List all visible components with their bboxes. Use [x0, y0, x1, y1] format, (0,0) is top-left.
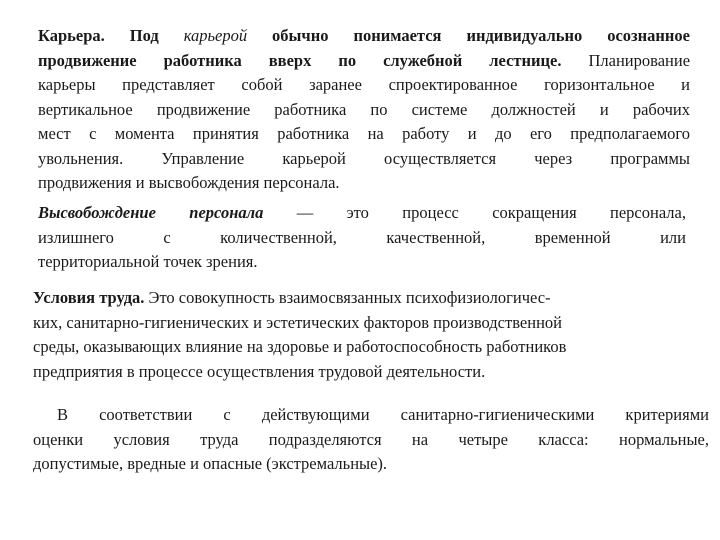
conditions-term: Условия труда. [33, 288, 145, 307]
career-line-2 [38, 49, 690, 74]
classes-line-3: допустимые, вредные и опасные (экстремальные). [33, 454, 388, 473]
release-line-1 [38, 201, 686, 226]
career-lead-italic: карьерой [183, 26, 248, 45]
career-line-5: мест с момента принятия работника на работу и до его предполагаемого [38, 124, 690, 143]
paragraph-work-conditions [33, 286, 689, 384]
career-line-1-tail: обычно понимается индивидуально осознанное [272, 26, 691, 45]
paragraph-career [38, 24, 690, 196]
classes-line-2: оценки условия труда подразделяются на четыре класса: нормальные, [33, 429, 709, 449]
conditions-line-1 [33, 286, 689, 311]
classes-line-1-text: В соответствии с действующими санитарно-гигиеническими критериями [57, 405, 709, 424]
career-term: Карьера. [38, 26, 105, 45]
conditions-line-3: среды, оказывающих влияние на здоровье и работоспособность работников [33, 337, 567, 356]
career-line-3: карьеры представляет собой заранее спроектированное горизонтальное и [38, 75, 690, 94]
release-line-2: излишнего с количественной, качественной, временной или [38, 227, 686, 247]
conditions-line-1-tail: Это совокупность взаимосвязанных психофизиологичес- [148, 288, 551, 307]
release-term: Высвобождение персонала [38, 203, 264, 222]
career-line-7: продвижения и высвобождения персонала. [38, 173, 340, 192]
career-line-2-bold: продвижение работника вверх по служебной лестнице. [38, 50, 562, 70]
career-line-2-tail: Планирование [588, 50, 691, 70]
paragraph-classes [33, 403, 709, 477]
conditions-line-2: ких, санитарно-гигиенических и эстетических факторов производственной [33, 312, 562, 332]
career-line-6: увольнения. Управление карьерой осуществляется через программы [38, 148, 690, 168]
release-line-1-tail: — это процесс сокращения персонала, [296, 203, 686, 222]
conditions-line-4: предприятия в процессе осуществления трудовой деятельности. [33, 361, 486, 381]
career-line-1 [38, 24, 690, 49]
release-line-3: территориальной точек зрения. [38, 252, 258, 271]
career-lead: Под [129, 26, 159, 45]
classes-line-1 [33, 403, 709, 428]
paragraph-release [38, 201, 686, 275]
career-line-4: вертикальное продвижение работника по системе должностей и рабочих [38, 99, 690, 119]
